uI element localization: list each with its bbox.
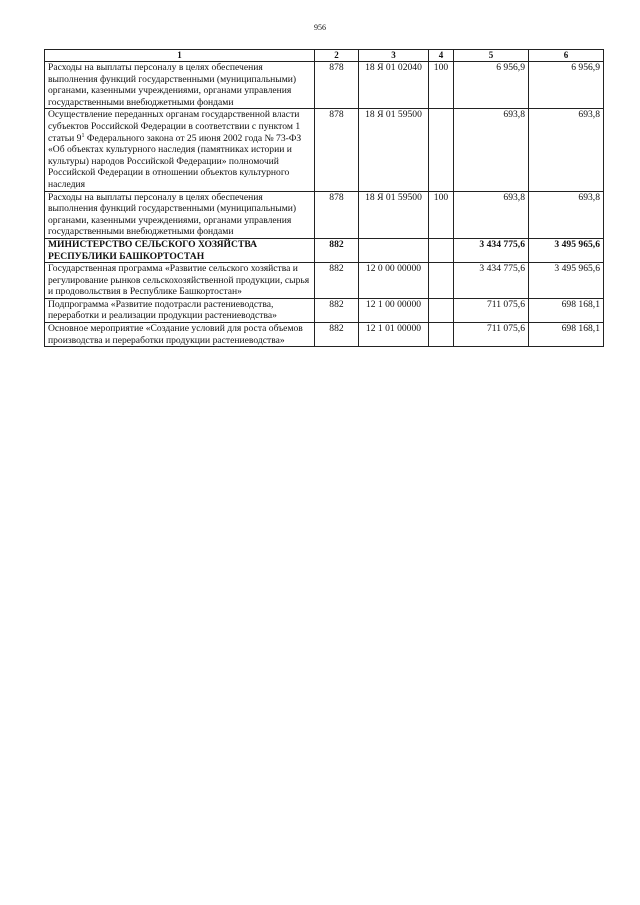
table-row [45, 109, 604, 191]
row-vr [429, 298, 454, 322]
row-sum-2: 698 168,1 [529, 323, 604, 347]
row-vr [429, 323, 454, 347]
row-sum-1: 711 075,6 [454, 298, 529, 322]
row-grbs: 882 [315, 323, 359, 347]
header-col-5: 5 [454, 50, 529, 62]
table-row [45, 323, 604, 347]
budget-table [44, 49, 604, 347]
row-name: Государственная программа «Развитие сельского хозяйства и регулирование рынков сельскохозяйственной продукции, сырья и продовольствия в Республике Башкортостан» [45, 263, 315, 299]
row-sum-1: 6 956,9 [454, 62, 529, 109]
table-row [45, 263, 604, 299]
row-sum-2: 3 495 965,6 [529, 263, 604, 299]
row-sum-2: 6 956,9 [529, 62, 604, 109]
header-col-6: 6 [529, 50, 604, 62]
row-csr: 12 1 01 00000 [359, 323, 429, 347]
row-name: Расходы на выплаты персоналу в целях обеспечения выполнения функций государственными (муниципальными) органами, казенными учреждениями, органами управления государственными внебюджетными фондами [45, 191, 315, 238]
row-csr: 18 Я 01 02040 [359, 62, 429, 109]
row-sum-1: 693,8 [454, 191, 529, 238]
row-name: Расходы на выплаты персоналу в целях обеспечения выполнения функций государственными (муниципальными) органами, казенными учреждениями, органами управления государственными внебюджетными фондами [45, 62, 315, 109]
row-vr [429, 109, 454, 191]
row-vr: 100 [429, 191, 454, 238]
row-grbs: 878 [315, 62, 359, 109]
row-vr [429, 238, 454, 262]
row-grbs: 882 [315, 263, 359, 299]
row-name-part-2: Федерального закона от 25 июня 2002 года № 73-ФЗ «Об объектах культурного наследия (памятниках истории и культуры) народов Российской Федерации» полномочий Российской Федерации в отношении объектов культурного наследия [48, 132, 302, 190]
row-grbs: 878 [315, 191, 359, 238]
row-sum-1: 3 434 775,6 [454, 238, 529, 262]
row-name: МИНИСТЕРСТВО СЕЛЬСКОГО ХОЗЯЙСТВА РЕСПУБЛИКИ БАШКОРТОСТАН [45, 238, 315, 262]
table-row [45, 62, 604, 109]
row-csr: 18 Я 01 59500 [359, 191, 429, 238]
row-sum-2: 693,8 [529, 109, 604, 191]
row-sum-2: 693,8 [529, 191, 604, 238]
row-sum-1: 711 075,6 [454, 323, 529, 347]
row-csr: 12 0 00 00000 [359, 263, 429, 299]
row-grbs: 878 [315, 109, 359, 191]
row-sum-1: 3 434 775,6 [454, 263, 529, 299]
table-row [45, 238, 604, 262]
row-name: Основное мероприятие «Создание условий для роста объемов производства и переработки продукции растениеводства» [45, 323, 315, 347]
row-vr: 100 [429, 62, 454, 109]
row-csr [359, 238, 429, 262]
header-col-3: 3 [359, 50, 429, 62]
row-name [45, 109, 315, 191]
row-name: Подпрограмма «Развитие подотрасли растениеводства, переработки и реализации продукции растениеводства» [45, 298, 315, 322]
table-row [45, 298, 604, 322]
row-csr: 18 Я 01 59500 [359, 109, 429, 191]
header-col-4: 4 [429, 50, 454, 62]
row-grbs: 882 [315, 238, 359, 262]
row-csr: 12 1 00 00000 [359, 298, 429, 322]
row-name-superscript: 1 [81, 132, 85, 139]
row-vr [429, 263, 454, 299]
header-col-2: 2 [315, 50, 359, 62]
row-sum-2: 3 495 965,6 [529, 238, 604, 262]
row-sum-2: 698 168,1 [529, 298, 604, 322]
table-row [45, 191, 604, 238]
header-col-1: 1 [45, 50, 315, 62]
row-name-part-1: Осуществление переданных органам государственной власти субъектов Российской Федерации в соответствии с пунктом 1 статьи 9 [48, 109, 301, 144]
page-number: 956 [314, 23, 326, 32]
row-sum-1: 693,8 [454, 109, 529, 191]
header-row [45, 50, 604, 62]
row-grbs: 882 [315, 298, 359, 322]
